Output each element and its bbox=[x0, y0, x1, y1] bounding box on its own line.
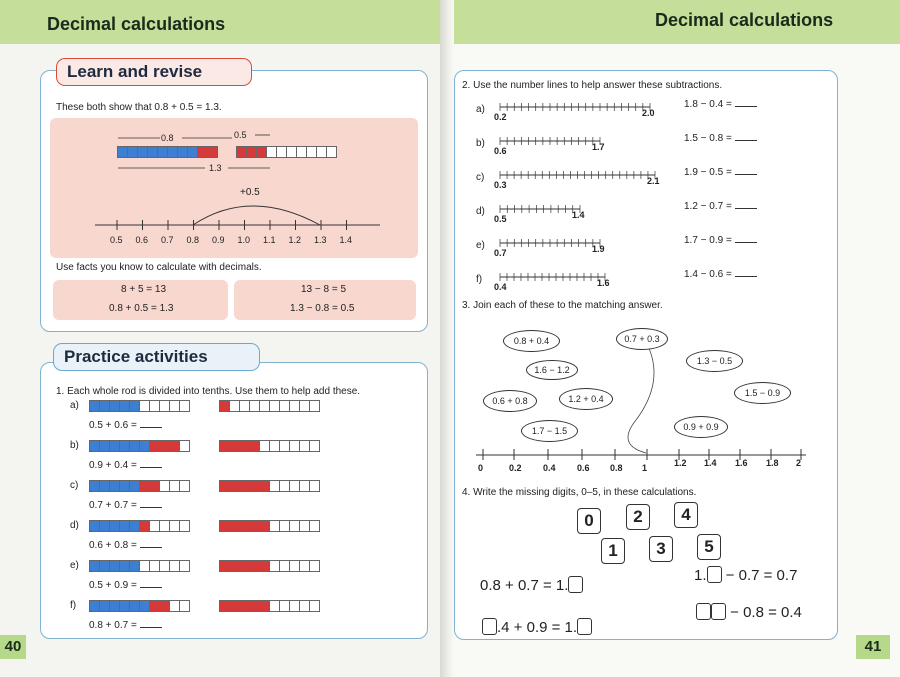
answer-blank[interactable] bbox=[140, 459, 162, 468]
missing-digit-box[interactable] bbox=[711, 603, 726, 620]
axis-tick-label: 1.4 bbox=[704, 458, 717, 468]
q2-number-line bbox=[498, 168, 668, 182]
answer-blank[interactable] bbox=[140, 619, 162, 628]
axis-tick-label: 1.6 bbox=[735, 458, 748, 468]
q4-calc-3[interactable]: .4 + 0.9 = 1. bbox=[482, 618, 592, 636]
q2-text: 2. Use the number lines to help answer these subtractions. bbox=[462, 80, 723, 91]
q2-subtraction[interactable]: 1.4 − 0.6 = bbox=[684, 268, 757, 280]
axis-tick-label: 1.8 bbox=[766, 458, 779, 468]
answer-blank[interactable] bbox=[735, 268, 757, 277]
tenths-rod bbox=[90, 480, 190, 492]
practice-sum[interactable]: 0.6 + 0.8 = bbox=[89, 539, 162, 551]
answer-blank[interactable] bbox=[735, 234, 757, 243]
practice-sum[interactable]: 0.7 + 0.7 = bbox=[89, 499, 162, 511]
q2-item-label: e) bbox=[476, 240, 485, 251]
axis-tick-label: 0.2 bbox=[509, 463, 522, 473]
digit-card[interactable]: 2 bbox=[626, 504, 650, 530]
q2-subtraction[interactable]: 1.5 − 0.8 = bbox=[684, 132, 757, 144]
q2-end-label: 2.1 bbox=[647, 176, 660, 186]
practice-sum[interactable]: 0.9 + 0.4 = bbox=[89, 459, 162, 471]
q2-item-label: b) bbox=[476, 138, 485, 149]
q2-end-label: 1.4 bbox=[572, 210, 585, 220]
facts-intro: Use facts you know to calculate with decimals. bbox=[56, 262, 262, 273]
practice-item-label: a) bbox=[70, 400, 79, 411]
axis-tick-label: 1.2 bbox=[674, 458, 687, 468]
answer-blank[interactable] bbox=[140, 499, 162, 508]
answer-blank[interactable] bbox=[735, 98, 757, 107]
expression-cloud[interactable]: 1.5 − 0.9 bbox=[734, 382, 791, 404]
axis-tick-label: 0.8 bbox=[610, 463, 623, 473]
q4-calc-1[interactable]: 0.8 + 0.7 = 1. bbox=[480, 576, 583, 594]
practice-heading: Practice activities bbox=[53, 343, 260, 371]
right-page-number: 41 bbox=[856, 635, 890, 659]
tenths-rod bbox=[220, 480, 320, 492]
expression-cloud[interactable]: 1.7 − 1.5 bbox=[521, 420, 578, 442]
q2-subtraction[interactable]: 1.8 − 0.4 = bbox=[684, 98, 757, 110]
tenths-rod bbox=[220, 600, 320, 612]
q2-start-label: 0.5 bbox=[494, 214, 507, 224]
right-page-title: Decimal calculations bbox=[655, 10, 834, 30]
tenths-rod bbox=[220, 400, 320, 412]
expression-cloud[interactable]: 0.8 + 0.4 bbox=[503, 330, 560, 352]
q2-start-label: 0.6 bbox=[494, 146, 507, 156]
q2-item-label: c) bbox=[476, 172, 485, 183]
expression-cloud[interactable]: 0.9 + 0.9 bbox=[674, 416, 728, 438]
axis-tick-label: 2 bbox=[796, 458, 802, 468]
missing-digit-box[interactable] bbox=[568, 576, 583, 593]
learn-bar-rod-2 bbox=[237, 146, 337, 158]
expression-cloud[interactable]: 1.2 + 0.4 bbox=[559, 388, 613, 410]
number-line-tick-label: 0.7 bbox=[161, 235, 174, 245]
tenths-rod bbox=[90, 400, 190, 412]
expression-cloud[interactable]: 1.3 − 0.5 bbox=[686, 350, 743, 372]
digit-card[interactable]: 5 bbox=[697, 534, 721, 560]
tenths-rod bbox=[90, 440, 190, 452]
q2-subtraction[interactable]: 1.7 − 0.9 = bbox=[684, 234, 757, 246]
answer-blank[interactable] bbox=[735, 132, 757, 141]
number-line-tick-label: 1.4 bbox=[339, 235, 353, 245]
answer-blank[interactable] bbox=[140, 579, 162, 588]
q2-start-label: 0.4 bbox=[494, 282, 507, 292]
answer-blank[interactable] bbox=[140, 539, 162, 548]
fact2-line2: 1.3 − 0.8 = 0.5 bbox=[290, 303, 355, 314]
missing-digit-box[interactable] bbox=[707, 566, 722, 583]
practice-sum[interactable]: 0.8 + 0.7 = bbox=[89, 619, 162, 631]
q2-end-label: 2.0 bbox=[642, 108, 655, 118]
learn-revise-heading: Learn and revise bbox=[56, 58, 252, 86]
tenths-rod bbox=[220, 520, 320, 532]
q1-text: 1. Each whole rod is divided into tenths. Use them to help add these. bbox=[56, 386, 361, 397]
bar-label-a: 0.8 bbox=[161, 133, 174, 143]
learn-intro: These both show that 0.8 + 0.5 = 1.3. bbox=[56, 102, 222, 113]
fact1-line1: 8 + 5 = 13 bbox=[121, 284, 167, 295]
expression-cloud[interactable]: 1.6 − 1.2 bbox=[526, 360, 578, 380]
practice-sum[interactable]: 0.5 + 0.6 = bbox=[89, 419, 162, 431]
q2-start-label: 0.2 bbox=[494, 112, 507, 122]
practice-item-label: d) bbox=[70, 520, 79, 531]
number-line-tick-label: 1.1 bbox=[263, 235, 276, 245]
digit-card[interactable]: 4 bbox=[674, 502, 698, 528]
left-page-title: Decimal calculations bbox=[47, 14, 226, 34]
q2-end-label: 1.7 bbox=[592, 142, 605, 152]
number-line-tick-label: 1.2 bbox=[288, 235, 302, 245]
q2-number-line bbox=[498, 236, 668, 250]
jump-label: +0.5 bbox=[240, 187, 260, 198]
answer-blank[interactable] bbox=[735, 200, 757, 209]
fact2-line1: 13 − 8 = 5 bbox=[301, 284, 347, 295]
digit-card[interactable]: 3 bbox=[649, 536, 673, 562]
answer-blank[interactable] bbox=[140, 419, 162, 428]
practice-item-label: f) bbox=[70, 600, 77, 611]
axis-tick-label: 0.6 bbox=[577, 463, 590, 473]
bar-label-total: 1.3 bbox=[209, 163, 222, 173]
q2-number-line bbox=[498, 134, 668, 148]
q4-text: 4. Write the missing digits, 0–5, in these calculations. bbox=[462, 487, 697, 498]
book-gutter bbox=[440, 0, 454, 677]
q2-number-line bbox=[498, 270, 668, 284]
missing-digit-box[interactable] bbox=[696, 603, 711, 620]
q2-item-label: f) bbox=[476, 274, 483, 285]
expression-cloud[interactable]: 0.7 + 0.3 bbox=[616, 328, 668, 350]
q3-text: 3. Join each of these to the matching answer. bbox=[462, 300, 663, 311]
q4-calc-2[interactable]: 1. − 0.7 = 0.7 bbox=[694, 567, 798, 584]
tenths-rod bbox=[90, 600, 190, 612]
axis-tick-label: 1 bbox=[642, 463, 648, 473]
learn-number-line bbox=[90, 195, 390, 235]
digit-card[interactable]: 0 bbox=[577, 508, 601, 534]
missing-digit-box[interactable] bbox=[577, 618, 592, 635]
left-page-number: 40 bbox=[0, 635, 26, 659]
tenths-rod bbox=[90, 560, 190, 572]
expression-cloud[interactable]: 0.6 + 0.8 bbox=[483, 390, 537, 412]
number-line-tick-label: 0.8 bbox=[186, 235, 200, 245]
bar-label-b: 0.5 bbox=[234, 130, 247, 140]
number-line-tick-label: 1.0 bbox=[237, 235, 251, 245]
number-line-tick-label: 0.5 bbox=[110, 235, 123, 245]
q2-subtraction[interactable]: 1.2 − 0.7 = bbox=[684, 200, 757, 212]
learn-bar-rod-1 bbox=[118, 146, 218, 158]
q4-calc-4[interactable]: − 0.8 = 0.4 bbox=[696, 603, 802, 621]
axis-tick-label: 0 bbox=[478, 463, 484, 473]
practice-item-label: e) bbox=[70, 560, 79, 571]
q2-subtraction[interactable]: 1.9 − 0.5 = bbox=[684, 166, 757, 178]
number-line-tick-label: 0.9 bbox=[212, 235, 225, 245]
axis-tick-label: 0.4 bbox=[543, 463, 556, 473]
q2-end-label: 1.6 bbox=[597, 278, 610, 288]
digit-card[interactable]: 1 bbox=[601, 538, 625, 564]
number-line-tick-label: 0.6 bbox=[135, 235, 149, 245]
tenths-rod bbox=[220, 440, 320, 452]
practice-item-label: b) bbox=[70, 440, 79, 451]
number-line-tick-label: 1.3 bbox=[314, 235, 327, 245]
q2-end-label: 1.9 bbox=[592, 244, 605, 254]
q2-item-label: a) bbox=[476, 104, 485, 115]
q2-start-label: 0.7 bbox=[494, 248, 507, 258]
right-page bbox=[446, 0, 900, 677]
tenths-rod bbox=[220, 560, 320, 572]
practice-sum[interactable]: 0.5 + 0.9 = bbox=[89, 579, 162, 591]
missing-digit-box[interactable] bbox=[482, 618, 497, 635]
tenths-rod bbox=[90, 520, 190, 532]
practice-item-label: c) bbox=[70, 480, 79, 491]
left-page bbox=[0, 0, 446, 677]
q2-item-label: d) bbox=[476, 206, 485, 217]
answer-blank[interactable] bbox=[735, 166, 757, 175]
fact1-line2: 0.8 + 0.5 = 1.3 bbox=[109, 303, 174, 314]
q2-start-label: 0.3 bbox=[494, 180, 507, 190]
